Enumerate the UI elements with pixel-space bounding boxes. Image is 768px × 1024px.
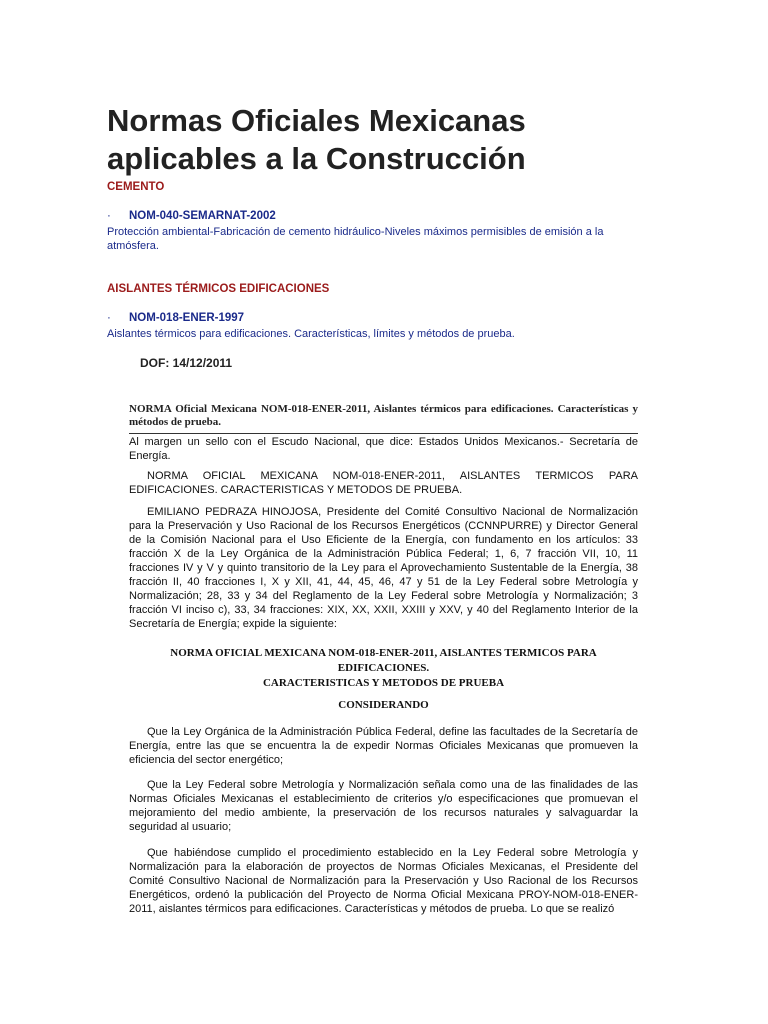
center-heading (129, 646, 638, 691)
norm-link-nom-018[interactable] (107, 312, 244, 324)
paragraph-2: Que la Ley Federal sobre Metrología y Normalización señala como una de las finalidades de las Normas Oficiales Mexicanas el establecimiento de criterios y/o especificaciones que promuevan el mejoramiento del medio ambiente, la preservación de los recursos naturales y salvaguardar la seguridad al usuario; (129, 779, 638, 833)
center-heading-line-1: NORMA OFICIAL MEXICANA NOM-018-ENER-2011, AISLANTES TERMICOS PARA EDIFICACIONES. (170, 647, 597, 674)
margin-note: Al margen un sello con el Escudo Nacional, que dice: Estados Unidos Mexicanos.- Secretaría de Energía. (129, 436, 638, 462)
bullet: · (107, 312, 111, 324)
center-heading-line-2: CARACTERISTICAS Y METODOS DE PRUEBA (262, 677, 505, 689)
section-heading-cemento: CEMENTO (107, 181, 165, 193)
norm-description: Aislantes térmicos para edificaciones. Características, límites y métodos de prueba. (107, 328, 515, 340)
norm-code: NOM-040-SEMARNAT-2002 (129, 210, 276, 222)
dof-date: DOF: 14/12/2011 (140, 356, 233, 370)
section-heading-aislantes: AISLANTES TÉRMICOS EDIFICACIONES (107, 283, 330, 295)
norm-link-nom-040[interactable] (107, 210, 276, 222)
paragraph-1: Que la Ley Orgánica de la Administración Pública Federal, define las facultades de la Secretaría de Energía, entre las que se encuentra la de expedir Normas Oficiales Mexicanas que promueven la eficiencia del sector energético; (129, 726, 638, 766)
norm-line: NORMA OFICIAL MEXICANA NOM-018-ENER-2011, AISLANTES TERMICOS PARA EDIFICACIONES. CARACTERISTICAS Y METODOS DE PRUEBA. (129, 470, 638, 496)
document-title: NORMA Oficial Mexicana NOM-018-ENER-2011, Aislantes térmicos para edificaciones. Características y métodos de prueba. (129, 403, 638, 434)
considerando-heading: CONSIDERANDO (338, 699, 429, 711)
bullet: · (107, 210, 111, 222)
preamble: EMILIANO PEDRAZA HINOJOSA, Presidente del Comité Consultivo Nacional de Normalización para la Preservación y Uso Racional de los Recursos Energéticos (CCNNPURRE) y Director General de la Comisión Nacional para el Uso Eficiente de la Energía, con fundamento en los artículos: 33 fracción X de la Ley Orgánica de la Administración Pública Federal; 1, 6, 7 fracción VII, 10, 11 fracciones IV y V y quinto transitorio de la Ley para el Aprovechamiento Sustentable de la Energía, 38 fracción II, 40 fracciones I, X y XII, 41, 44, 45, 46, 47 y 51 de la Ley Federal sobre Metrología y Normalización; 28, 33 y 34 del Reglamento de la Ley Federal sobre Metrología y Normalización; 3 fracción VI inciso c), 33, 34 fracciones: XIX, XX, XXII, XXIII y XXV, y 40 del Reglamento Interior de la Secretaría de Energía; expide la siguiente: (129, 506, 638, 630)
page-title: Normas Oficiales Mexicanas aplicables a la Construcción (107, 103, 526, 176)
norm-description: Protección ambiental-Fabricación de cemento hidráulico-Niveles máximos permisibles de emisión a la atmósfera. (107, 226, 604, 252)
paragraph-3: Que habiéndose cumplido el procedimiento establecido en la Ley Federal sobre Metrología y Normalización para la elaboración de proyectos de Normas Oficiales Mexicanas, el Presidente del Comité Consultivo Nacional de Normalización para la Preservación y Uso Racional de los Recursos Energéticos, ordenó la publicación del Proyecto de Norma Oficial Mexicana PROY-NOM-018-ENER-2011, aislantes térmicos para edificaciones. Características y métodos de prueba. Lo que se realizó (129, 847, 638, 915)
norm-code: NOM-018-ENER-1997 (129, 312, 245, 324)
